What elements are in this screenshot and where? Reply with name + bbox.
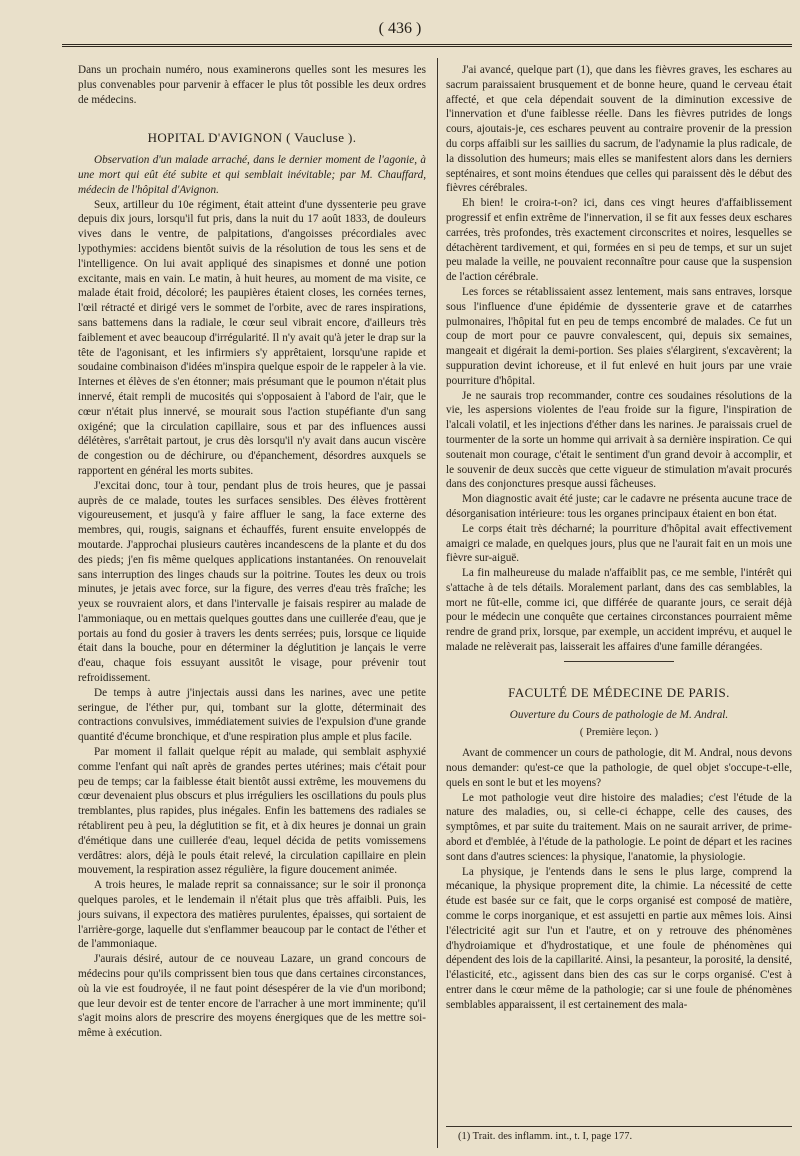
paragraph: Mon diagnostic avait été juste; car le cadavre ne présenta aucune trace de désorganisation intérieure: tous les organes principaux étaient en bon état.	[446, 493, 792, 520]
paragraph: Eh bien! le croira-t-on? ici, dans ces vingt heures d'affaiblissement progressif et enfin extrême de l'innervation, il se fit aux fesses deux eschares carrées, très profondes, très exactement circonscrites et noires, lesquelles se détachèrent tardivement, et qui, formées en si peu de temps, et sur un sujet peu malade la veille, ne pouvaient reconnaître pour cause que la suspension de l'action cérébrale.	[446, 197, 792, 284]
left-column	[78, 63, 426, 1041]
paragraph: Je ne saurais trop recommander, contre ces soudaines résolutions de la vie, les aspersions violentes de l'eau froide sur la figure, l'inspiration de l'alcali volatil, et les injections d'éther dans les narines. Je paraissais cruel de tourmenter de la sorte un homme qui arrivait à sa dernière inspiration. Ce qui soutenait mon courage, c'était le sentiment d'un grand devoir à accomplir, et le souvenir de deux succès que cette vigueur de stimulation m'avait procurés dans des conjonctures presque aussi fâcheuses.	[446, 389, 792, 491]
paragraph: La physique, je l'entends dans le sens le plus large, comprend la mécanique, la physique proprement dite, la chimie. La nécessité de cette étude est basée sur ce fait, que le corps organisé est composé de matière, comme le corps inorganique, et est assujetti en partie aux mêmes lois. Ainsi l'électricité agit sur l'un et l'autre, et on y retrouve des phénomènes d'hydroiamique et d'hydrostatique, et une foule de phénomènes qui dépendent des lois de la capillarité. Ainsi, la pesanteur, la porosité, la densité, l'élasticité, etc., agissent dans bien des cas sur le corps organisé. C'est à entrer dans le cœur même de la pathologie; car si une foule de phénomènes semblables apparaissent, il est certainement des mala-	[446, 865, 792, 1011]
paragraph: Les forces se rétablissaient assez lentement, mais sans entraves, lorsque sous l'influence d'une épidémie de dyssenterie grave et de catarrhes pulmonaires, l'hôpital fut en peu de temps encombré de malades. Ce fut un coup de mort pour ce pauvre convalescent, qui, depuis six semaines, mangeait et digérait la demi-portion. Ses plaies s'élargirent, s'excavèrent; la suppuration devint ichoreuse, et il fut enlevé en huit jours par une vraie pourriture d'hôpital.	[446, 285, 792, 387]
column-divider	[437, 58, 438, 1148]
paragraph: J'ai avancé, quelque part (1), que dans les fièvres graves, les eschares au sacrum paraissaient brusquement et de bonne heure, quand le cerveau était affecté, et que cela dépendait souvent de la diminution excessive de l'innervation et d'une faiblesse réelle. Dans les fièvres putrides de longs cours, ajoutais-je, ces eschares peuvent au contraire provenir de la pression du corps affaibli sur les saillies du sacrum, de l'adynamie la plus radicale, de la dissolution des humeurs; mais elles se manifestent alors dans les derniers septénaires, et sont moins étendues que celles qui paraissent dès le début des fièvres cérébrales.	[446, 64, 792, 195]
intro-paragraph: Dans un prochain numéro, nous examinerons quelles sont les mesures les plus convenables pour parvenir à effacer le plus tôt possible les deux ordres de médecins.	[78, 64, 426, 106]
paragraph: Seux, artilleur du 10e régiment, était atteint d'une dyssenterie peu grave depuis dix jours, lorsqu'il fut pris, dans la nuit du 17 août 1833, de douleurs vives dans le ventre, de palpitations, d'angoisses précordiales avec lypothymies: accidens bientôt suivis de la résolution de tous les sens et de l'intelligence. On lui avait appliqué des sinapismes et donné une potion excitante, mais en vain. Le matin, à huit heures, au moment de ma visite, ce malade était froid, décoloré; les paupières étaient closes, les cornées ternes, l'œil rétracté et dirigé vers le sommet de l'orbite, avec de rares inspirations, sans battemens dans la radiale, le cœur seul vibrait encore, d'ailleurs très faiblement et avec beaucoup d'irrégularité. Il n'y avait qu'à jeter le drap sur la tête de l'agonisant, et les infirmiers s'y apprêtaient, lorsqu'une rapide et soudaine combinaison d'idées m'inspira quelque espoir de le rappeler à la vie. Internes et élèves de s'en étonner; mais présumant que le poumon n'était plus innervé, était rempli de mucosités qui s'opposaient à l'abord de l'air, que le cœur n'était plus innervé, se mourait sous l'action stupéfiante d'un sang oxigéné; que la circulation capillaire, sous et par des influences aussi délétères, s'arrêtait partout, je crus dès lorsqu'il n'y avait dans aucun viscère de congestion ou de déchirure, ou d'épanchement, désordres auxquels se rapportent en général les morts subites.	[78, 198, 426, 477]
section-subtitle-cours: Ouverture du Cours de pathologie de M. Andral.	[509, 708, 729, 721]
paragraph: La fin malheureuse du malade n'affaiblit pas, ce me semble, l'intérêt qui s'attache à de tels détails. Moralement parlant, dans des cas semblables, la mort ne fût-elle, comme ici, que différée de quarante jours, ce serait déjà pour le médecin une conquête que certaines circonstances pourraient même rendre de grand prix, lorsque, par exemple, un accident imprévu, et auquel le malade ne relèverait pas, laisserait les affaires d'une famille dérangées.	[446, 567, 792, 654]
footnote	[446, 1126, 792, 1142]
paragraph: J'excitai donc, tour à tour, pendant plus de trois heures, que je passai auprès de ce malade, toutes les surfaces sensibles. Des élèves frottèrent vigoureusement, et jusqu'à y faire affluer le sang, la face externe des membres, qui, rougis, saignans et échauffés, furent ensuite enveloppés de moutarde. J'approchai plusieurs cautères incandescens de la plante et du dos des pieds; j'en fis même quelques applications instantanées. On renouvelait sans interruption des linges chauds sur la poitrine. Toutes les deux ou trois minutes, je jetais avec force, sur la figure, des verres d'eau très fraîche; les yeux se rouvraient alors, et dans l'intervalle je faisais respirer au malade de l'ammoniaque, ou en mettais quelques gouttes dans une cuillerée d'eau, que je portais au fond du gosier à travers les dents serrées; puis, lorsque ce liquide était dans la bouche, pour en déterminer la déglutition je lançais le verre d'eau, chaque fois essuyant aussitôt le visage, pour prévenir tout refroidissement.	[78, 479, 426, 685]
section-subtitle-avignon: Observation d'un malade arraché, dans le dernier moment de l'agonie, à une mort qui eût été subite et qui semblait inévitable; par M. Chauffard, médecin de l'hôpital d'Avignon.	[78, 154, 426, 196]
paragraph: J'aurais désiré, autour de ce nouveau Lazare, un grand concours de médecins pour qu'ils comprissent bien tous que dans certaines circonstances, où la vie est foudroyée, il ne faut point désespérer de la vie d'un moribond; que leur devoir est de tenter encore de l'arracher à une mort imminente; qu'il s'agit moins alors de prescrire des moyens énergiques que de les mettre soi-même à exécution.	[78, 953, 426, 1040]
paragraph: A trois heures, le malade reprit sa connaissance; sur le soir il prononça quelques paroles, et le lendemain il n'était plus que très affaibli. Puis, les jours suivans, il expectora des matières purulentes, épaisses, qui sortaient de l'arrière-gorge, laquelle dut s'enflammer beaucoup par le contact de l'éther et de l'ammoniaque.	[78, 879, 426, 951]
section-title-avignon: HOPITAL D'AVIGNON ( Vaucluse ).	[147, 130, 357, 146]
section-divider	[564, 661, 674, 662]
right-column	[446, 63, 792, 1013]
top-rule	[62, 44, 792, 47]
paragraph: Le mot pathologie veut dire histoire des maladies; c'est l'étude de la nature des maladies, ou, si celle-ci échappe, celle des causes, des symptômes, et par suite du traitement. Mais on ne saurait arriver, de prime-abord et d'emblée, à l'étude de la pathologie. Le point de départ et les racines sont dans d'autres sciences: la physique, l'anatomie, la physiologie.	[446, 791, 792, 863]
lecon-label: ( Première leçon. )	[579, 727, 659, 739]
paragraph: De temps à autre j'injectais aussi dans les narines, avec une petite seringue, de l'éther pur, qui, tombant sur la glotte, déterminait des contractions convulsives, immédiatement suivies de l'expulsion d'une grande quantité d'écume bronchique, et d'une respiration plus ample et plus facile.	[78, 686, 426, 744]
footnote-text: (1) Trait. des inflamm. int., t. I, page 177.	[458, 1131, 633, 1142]
paragraph: Le corps était très décharné; la pourriture d'hôpital avait effectivement amaigri ce malade, en quelques jours, plus que ne l'aurait fait en un mois une fièvre sur-aiguë.	[446, 522, 792, 565]
page-number: ( 436 )	[378, 20, 422, 37]
section-title-faculte: FACULTÉ DE MÉDECINE DE PARIS.	[508, 684, 730, 700]
paragraph: Avant de commencer un cours de pathologie, dit M. Andral, nous devons nous demander: qu'est-ce que la pathologie, de quel objet s'occupe-t-elle, quels en sont le but et les moyens?	[446, 747, 792, 789]
paragraph: Par moment il fallait quelque répit au malade, qui semblait asphyxié comme l'enfant qui naît après de grandes pertes utérines; mais c'était pour peu de temps; car la faiblesse était bientôt aussi extrême, les mouvemens du cœur devenaient plus obscurs et plus irréguliers les oscillations du pouls plus tremblantes, plus rapides, plus inégales. Enfin les battemens des radiales se rétablirent peu à peu, la déglutition se fit, et à dix heures je donnai un grain d'émétique dans une cuillerée d'eau, lequel décida de petits vomissemens verdâtres: alors, déjà le pouls était relevé, la circulation capillaire en plein mouvement, la respiration assez régulière, la figure doucement animée.	[78, 746, 426, 877]
